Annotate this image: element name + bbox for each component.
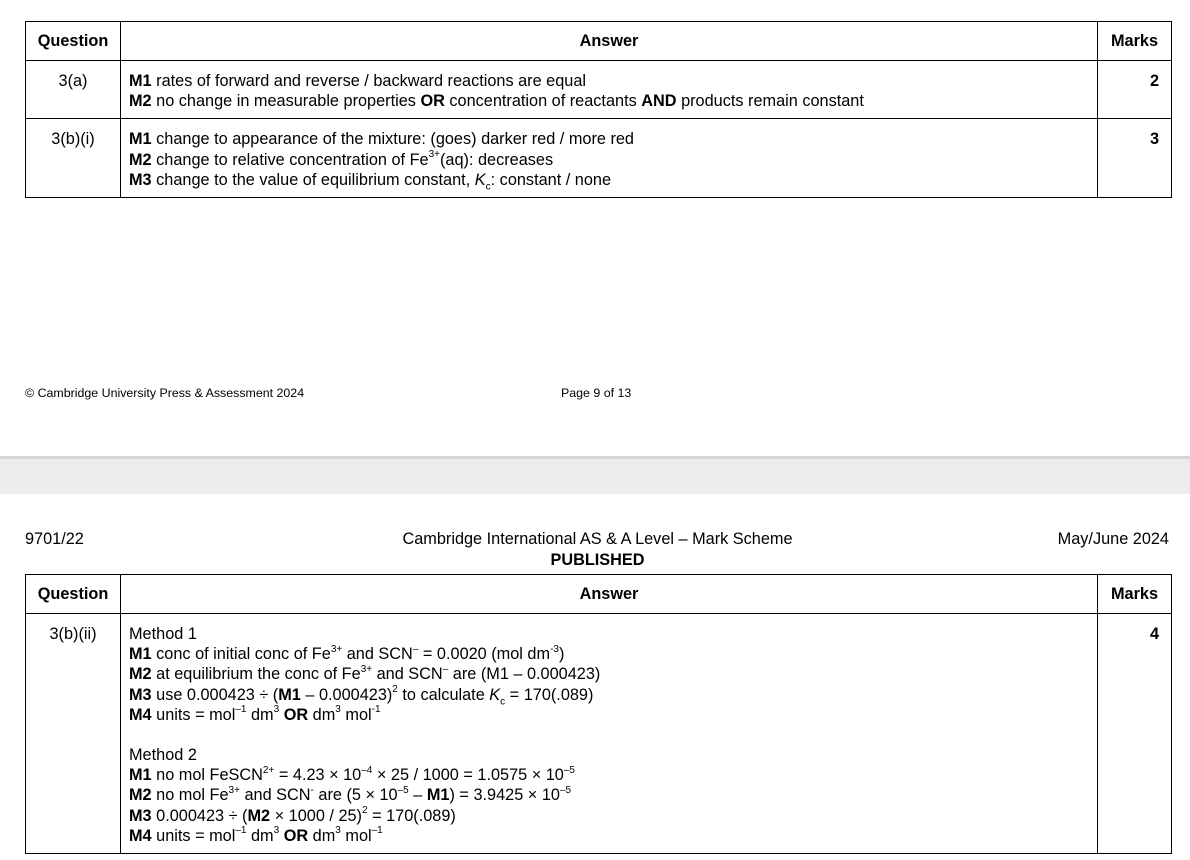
marks-header: Marks — [1098, 575, 1172, 614]
method-title: Method 1 — [129, 625, 197, 643]
answer-line: M4 units = mol$^{-1}$ $dm^3$ OR $dm^3$ mol$^{-1}$ — [129, 825, 383, 845]
answer-line: M1 conc of initial conc of $Fe^{3+}$ and SCN– = 0.0020 (mol $dm^{-3}$) — [129, 643, 565, 664]
answer-line: M2 no change in measurable properties OR concentration of reactants AND products remain constant — [129, 92, 864, 111]
answer-line: M3 $0.000423 \div (M2 \times 1000 / 25)^2 = 170(.089)$ — [129, 805, 456, 825]
method-title: Method 2 — [129, 746, 197, 765]
page-10 — [0, 494, 1190, 860]
exam-session: May/June 2024 — [1057, 530, 1169, 548]
mark-scheme-table-p10 — [25, 574, 1172, 854]
answer-cell — [121, 614, 1098, 854]
question-cell: 3(b)(ii) — [26, 614, 121, 854]
paper-code: 9701/22 — [25, 530, 84, 548]
answer-line: M2 at equilibrium the conc of $Fe^{3+}$ and SCN– are (M1 – 0.000423) — [129, 663, 601, 684]
question-cell: 3(b)(i) — [26, 119, 121, 198]
answer-cell — [121, 119, 1098, 198]
mark-scheme-table-p9 — [25, 21, 1172, 198]
question-header: Question — [26, 575, 121, 614]
table-row — [26, 119, 1172, 198]
marks-header: Marks — [1098, 22, 1172, 61]
answer-line: M1 change to appearance of the mixture: (goes) darker red / more red — [129, 130, 634, 149]
published-label: PUBLISHED — [550, 551, 645, 569]
answer-cell — [121, 61, 1098, 119]
marks-cell: 3 — [1098, 119, 1172, 198]
answer-header: Answer — [121, 575, 1098, 614]
answer-line: M2 change to relative concentration of $Fe^{3+}(aq)$: decreases — [129, 149, 554, 169]
question-header: Question — [26, 22, 121, 61]
marks-cell: 2 — [1098, 61, 1172, 119]
answer-line: M3 use 0.000423 ÷ (M1 – 0.000423)$^2$ to calculate $K_c = 170(.089)$ — [129, 684, 594, 707]
page-number: Page 9 of 13 — [561, 386, 632, 400]
answer-line: M3 change to the value of equilibrium constant, $K_c$: constant / none — [129, 170, 612, 193]
document-title: Cambridge International AS & A Level – Mark Scheme — [402, 530, 793, 548]
table-header-row — [26, 22, 1172, 61]
table-header-row — [26, 575, 1172, 614]
table-row — [26, 614, 1172, 854]
answer-line: M4 units = mol$^{-1}$ $dm^3$ OR $dm^3$ mol$^{-1}$ — [129, 704, 381, 724]
copyright-footer: © Cambridge University Press & Assessment 2024 — [25, 386, 305, 400]
answer-line: M1 rates of forward and reverse / backward reactions are equal — [129, 72, 587, 90]
marks-cell: 4 — [1098, 614, 1172, 854]
answer-line: M1 no mol FeSCN$^{2+}$ = $4.23 \times 10^{-4} \times 25 / 1000 = 1.0575 \times 10^{-5}$ — [129, 764, 575, 785]
page-separator — [0, 456, 1190, 494]
answer-line: M2 no mol $Fe^{3+}$ and SCN- are $(5 \times 10^{-5} - M1) = 3.9425 \times 10^{-5}$ — [129, 785, 572, 805]
answer-header: Answer — [121, 22, 1098, 61]
question-cell: 3(a) — [26, 61, 121, 119]
table-row — [26, 61, 1172, 119]
